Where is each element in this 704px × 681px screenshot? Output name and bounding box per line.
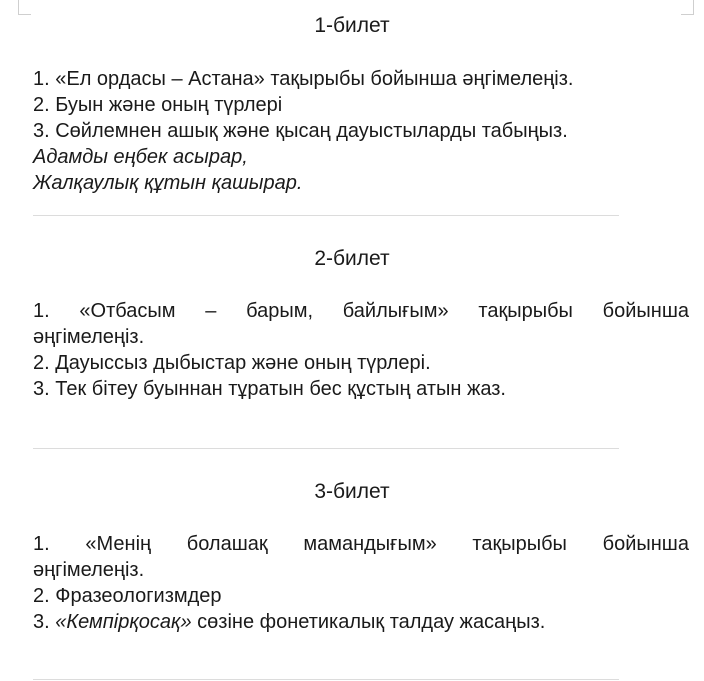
word: «Менің xyxy=(85,533,152,555)
word: барым, xyxy=(246,300,314,322)
question-text: сөзіне фонетикалық талдау жасаңыз. xyxy=(191,611,546,633)
word: «Отбасым xyxy=(79,300,176,322)
word: 1. xyxy=(33,300,50,322)
ticket-2-question-2: 2. Дауыссыз дыбыстар және оның түрлері. xyxy=(33,352,431,374)
word: тақырыбы xyxy=(478,300,573,322)
ticket-1-quote-line-2: Жалқаулық құтын қашырар. xyxy=(33,172,303,194)
divider-3 xyxy=(33,679,619,680)
word: байлығым» xyxy=(342,300,449,322)
ticket-3-question-2: 2. Фразеологизмдер xyxy=(33,585,222,607)
word: тақырыбы xyxy=(472,533,567,555)
word: бойынша xyxy=(602,533,689,555)
ticket-1-question-2: 2. Буын және оның түрлері xyxy=(33,94,283,116)
divider-2 xyxy=(33,448,619,449)
divider-1 xyxy=(33,215,619,216)
ticket-1-question-3: 3. Сөйлемнен ашық және қысаң дауыстыларды табыңыз. xyxy=(33,120,568,142)
ticket-1-quote-line-1: Адамды еңбек асырар, xyxy=(33,146,248,168)
ticket-3-question-1-cont: әңгімелеңіз. xyxy=(33,559,145,581)
ticket-3-question-3 xyxy=(33,609,545,635)
quoted-word: «Кемпірқосақ» xyxy=(55,611,192,633)
ticket-2-question-3: 3. Тек бітеу буыннан тұратын бес құстың атын жаз. xyxy=(33,378,506,400)
ticket-2-question-1 xyxy=(33,298,689,324)
word: бойынша xyxy=(602,300,689,322)
ticket-1-title: 1-билет xyxy=(314,14,390,37)
word: болашақ xyxy=(186,533,268,555)
word: – xyxy=(205,300,217,322)
word: мамандығым» xyxy=(303,533,437,555)
word: 1. xyxy=(33,533,50,555)
ticket-2-title: 2-билет xyxy=(314,247,390,270)
question-number: 3. xyxy=(33,611,56,633)
ticket-3-question-1 xyxy=(33,531,689,557)
ticket-3-title: 3-билет xyxy=(314,480,390,503)
ticket-2-question-1-cont: әңгімелеңіз. xyxy=(33,326,145,348)
ticket-1-question-1: 1. «Ел ордасы – Астана» тақырыбы бойынша әңгімелеңіз. xyxy=(33,68,574,90)
